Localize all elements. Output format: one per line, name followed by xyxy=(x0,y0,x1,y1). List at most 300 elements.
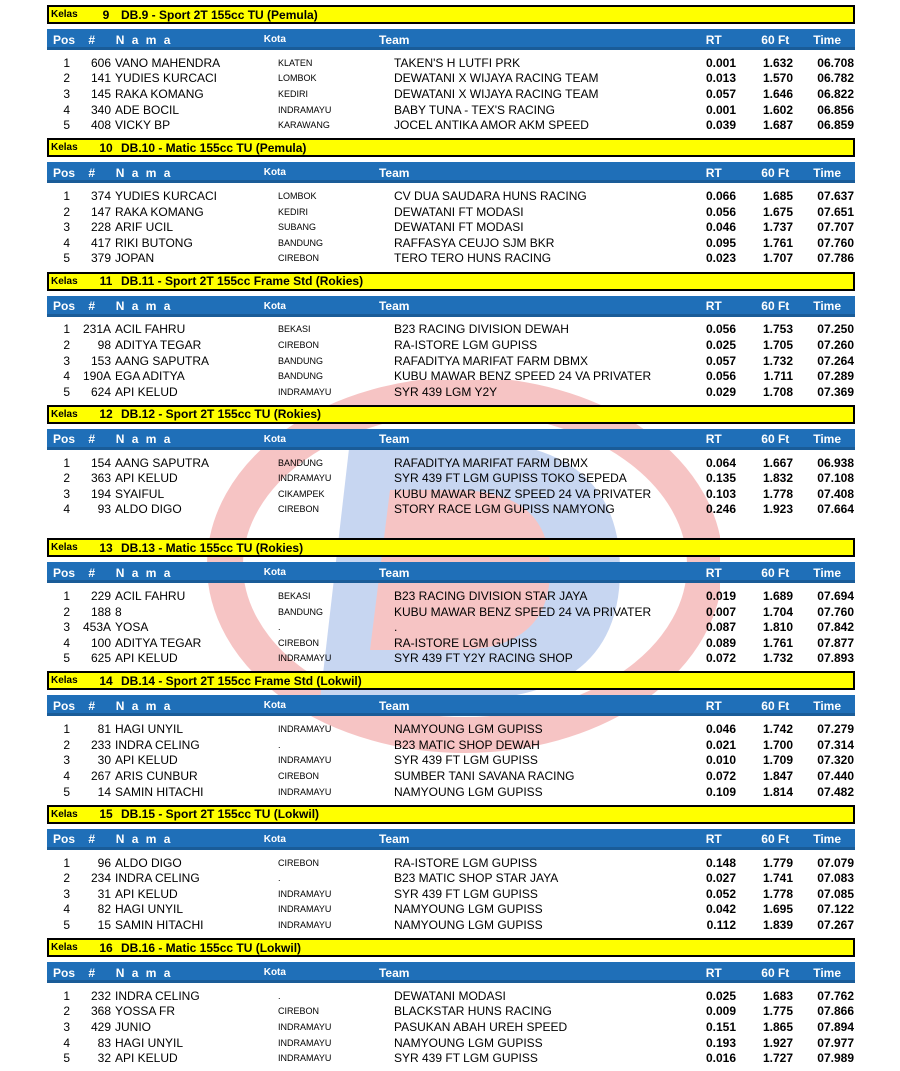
cell-team: B23 MATIC SHOP STAR JAYA xyxy=(394,871,559,886)
table-row xyxy=(47,1050,855,1066)
cell-rt: 0.246 xyxy=(705,502,736,517)
cell-no: 153 xyxy=(90,353,111,368)
cell-rt: 0.009 xyxy=(705,1004,736,1019)
table-row xyxy=(47,251,855,267)
cell-ft: 1.927 xyxy=(762,1035,793,1050)
table-row xyxy=(47,1004,855,1020)
cell-kota: INDRAMAYU xyxy=(278,1037,332,1048)
cell-ft: 1.753 xyxy=(762,322,793,337)
table-header xyxy=(47,829,855,850)
cell-team: RAFFASYA CEUJO SJM BKR xyxy=(394,235,555,250)
header-ft: 60 Ft xyxy=(761,698,790,713)
header-pos: Pos xyxy=(53,32,76,47)
cell-team: CV DUA SAUDARA HUNS RACING xyxy=(394,189,587,204)
kelas-label: Kelas xyxy=(51,942,78,954)
cell-pos: 1 xyxy=(63,455,70,470)
cell-time: 07.260 xyxy=(817,337,854,352)
cell-rt: 0.007 xyxy=(705,604,736,619)
cell-time: 07.664 xyxy=(817,502,854,517)
cell-pos: 2 xyxy=(63,471,70,486)
table-row xyxy=(47,619,855,635)
cell-rt: 0.039 xyxy=(705,118,736,133)
cell-team: RA-ISTORE LGM GUPISS xyxy=(394,635,538,650)
cell-no: 83 xyxy=(97,1035,111,1050)
cell-team: KUBU MAWAR BENZ SPEED 24 VA PRIVATER xyxy=(394,486,652,501)
cell-name: SAMIN HITACHI xyxy=(115,784,204,799)
table-row xyxy=(47,635,855,651)
cell-no: 429 xyxy=(90,1020,111,1035)
cell-kota: INDRAMAYU xyxy=(278,919,332,930)
cell-pos: 4 xyxy=(63,235,70,250)
cell-no: 30 xyxy=(97,753,111,768)
cell-kota: CIKAMPEK xyxy=(278,488,325,499)
cell-ft: 1.695 xyxy=(762,902,793,917)
cell-ft: 1.704 xyxy=(762,604,793,619)
header-kota: Kota xyxy=(263,34,286,45)
cell-kota: BEKASI xyxy=(278,590,311,601)
header-name: N a m a xyxy=(115,299,173,314)
cell-ft: 1.778 xyxy=(762,886,793,901)
cell-pos: 3 xyxy=(63,220,70,235)
header-name: N a m a xyxy=(115,32,173,47)
cell-ft: 1.602 xyxy=(762,102,793,117)
cell-pos: 1 xyxy=(63,55,70,70)
cell-rt: 0.135 xyxy=(705,471,736,486)
cell-team: NAMYOUNG LGM GUPISS xyxy=(394,1035,543,1050)
header-ft: 60 Ft xyxy=(761,165,790,180)
cell-name: YOSSA FR xyxy=(115,1004,176,1019)
header-rt: RT xyxy=(705,432,722,447)
cell-no: 82 xyxy=(97,902,111,917)
class-block xyxy=(47,5,855,138)
table-row xyxy=(47,117,855,133)
header-rt: RT xyxy=(705,698,722,713)
cell-ft: 1.700 xyxy=(762,737,793,752)
header-time: Time xyxy=(813,32,842,47)
cell-ft: 1.741 xyxy=(762,871,793,886)
class-name: DB.10 - Matic 155cc TU (Pemula) xyxy=(121,140,307,155)
cell-rt: 0.148 xyxy=(705,855,736,870)
class-title-bar xyxy=(47,538,855,557)
cell-kota: BEKASI xyxy=(278,324,311,335)
table-row xyxy=(47,102,855,118)
cell-no: 374 xyxy=(90,189,111,204)
cell-ft: 1.667 xyxy=(762,455,793,470)
cell-no: 368 xyxy=(90,1004,111,1019)
cell-time: 07.267 xyxy=(817,917,854,932)
table-row xyxy=(47,455,855,471)
cell-kota: BANDUNG xyxy=(278,457,324,468)
cell-time: 06.938 xyxy=(817,455,854,470)
cell-time: 07.085 xyxy=(817,886,854,901)
cell-name: ADITYA TEGAR xyxy=(115,337,202,352)
header-rt: RT xyxy=(705,299,722,314)
cell-ft: 1.689 xyxy=(762,588,793,603)
cell-kota: KEDIRI xyxy=(278,88,309,99)
cell-team: . xyxy=(394,620,398,635)
cell-team: RA-ISTORE LGM GUPISS xyxy=(394,855,538,870)
header-no: # xyxy=(88,299,96,314)
cell-time: 07.122 xyxy=(817,902,854,917)
cell-no: 194 xyxy=(90,486,111,501)
header-kota: Kota xyxy=(263,567,286,579)
cell-rt: 0.095 xyxy=(705,235,736,250)
table-row xyxy=(47,784,855,800)
table-row xyxy=(47,486,855,502)
cell-time: 07.320 xyxy=(817,753,854,768)
class-number: 12 xyxy=(99,407,113,422)
class-name: DB.16 - Matic 155cc TU (Lokwil) xyxy=(121,940,302,955)
cell-rt: 0.057 xyxy=(705,86,736,101)
table-row xyxy=(47,204,855,220)
cell-pos: 1 xyxy=(63,588,70,603)
header-rt: RT xyxy=(705,832,722,847)
header-ft: 60 Ft xyxy=(761,565,790,580)
cell-rt: 0.103 xyxy=(705,486,736,501)
table-header xyxy=(47,695,855,716)
cell-name: JUNIO xyxy=(115,1020,151,1035)
table-header xyxy=(47,162,855,183)
cell-ft: 1.775 xyxy=(762,1004,793,1019)
class-number: 16 xyxy=(99,940,113,955)
cell-team: KUBU MAWAR BENZ SPEED 24 VA PRIVATER xyxy=(394,604,652,619)
cell-kota: CIREBON xyxy=(278,339,320,350)
cell-team: DEWATANI MODASI xyxy=(394,988,506,1003)
header-team: Team xyxy=(378,565,410,580)
cell-rt: 0.089 xyxy=(705,635,736,650)
cell-name: HAGI UNYIL xyxy=(115,722,184,737)
cell-team: TERO TERO HUNS RACING xyxy=(394,251,552,266)
cell-team: B23 RACING DIVISION STAR JAYA xyxy=(394,588,588,603)
cell-ft: 1.847 xyxy=(762,769,793,784)
cell-rt: 0.072 xyxy=(705,651,736,666)
cell-rt: 0.025 xyxy=(705,988,736,1003)
cell-kota: CIREBON xyxy=(278,253,320,264)
class-number: 9 xyxy=(102,7,110,22)
cell-no: 145 xyxy=(90,86,111,101)
cell-pos: 5 xyxy=(63,251,70,266)
class-name: DB.15 - Sport 2T 155cc TU (Lokwil) xyxy=(121,807,320,822)
table-row xyxy=(47,604,855,620)
cell-no: 408 xyxy=(90,118,111,133)
cell-kota: KEDIRI xyxy=(278,206,309,217)
cell-pos: 3 xyxy=(63,886,70,901)
cell-name: VICKY BP xyxy=(115,118,171,133)
cell-no: 15 xyxy=(97,917,111,932)
class-block xyxy=(47,671,855,804)
cell-name: 8 xyxy=(115,604,122,619)
class-name: DB.12 - Sport 2T 155cc TU (Rokies) xyxy=(121,407,322,422)
cell-ft: 1.683 xyxy=(762,988,793,1003)
header-name: N a m a xyxy=(115,832,173,847)
cell-rt: 0.013 xyxy=(705,71,736,86)
class-name: DB.11 - Sport 2T 155cc Frame Std (Rokies) xyxy=(121,274,364,289)
cell-time: 07.694 xyxy=(817,588,854,603)
table-row xyxy=(47,502,855,518)
cell-team: DEWATANI X WIJAYA RACING TEAM xyxy=(394,71,599,86)
cell-rt: 0.027 xyxy=(705,871,736,886)
table-row xyxy=(47,368,855,384)
table-row xyxy=(47,588,855,604)
cell-kota: INDRAMAYU xyxy=(278,888,332,899)
cell-kota: . xyxy=(278,873,281,884)
header-no: # xyxy=(88,698,96,713)
cell-time: 07.762 xyxy=(817,988,854,1003)
header-name: N a m a xyxy=(115,698,173,713)
header-time: Time xyxy=(813,432,842,447)
cell-name: VANO MAHENDRA xyxy=(115,55,221,70)
header-no: # xyxy=(88,965,96,980)
cell-pos: 2 xyxy=(63,337,70,352)
results-sheet xyxy=(47,5,855,1071)
cell-name: YUDIES KURCACI xyxy=(115,71,218,86)
header-rt: RT xyxy=(705,965,722,980)
cell-no: 233 xyxy=(90,737,111,752)
cell-team: SYR 439 FT LGM GUPISS xyxy=(394,1051,538,1066)
cell-ft: 1.737 xyxy=(762,220,793,235)
cell-team: SYR 439 FT LGM GUPISS xyxy=(394,753,538,768)
cell-kota: INDRAMAYU xyxy=(278,386,332,397)
cell-team: SYR 439 FT LGM GUPISS TOKO SEPEDA xyxy=(394,471,627,486)
cell-name: API KELUD xyxy=(115,384,178,399)
cell-rt: 0.046 xyxy=(705,220,736,235)
cell-no: 93 xyxy=(97,502,111,517)
header-pos: Pos xyxy=(53,299,76,314)
class-title-bar xyxy=(47,405,855,424)
cell-no: 231A xyxy=(82,322,111,337)
cell-pos: 1 xyxy=(63,322,70,337)
table-row xyxy=(47,721,855,737)
cell-kota: . xyxy=(278,622,281,633)
cell-rt: 0.064 xyxy=(705,455,736,470)
table-row xyxy=(47,902,855,918)
cell-rt: 0.046 xyxy=(705,722,736,737)
header-time: Time xyxy=(813,965,842,980)
class-number: 13 xyxy=(99,540,113,555)
cell-ft: 1.675 xyxy=(762,204,793,219)
cell-name: ARIF UCIL xyxy=(115,220,174,235)
header-time: Time xyxy=(813,832,842,847)
class-block xyxy=(47,405,855,538)
cell-kota: INDRAMAYU xyxy=(278,786,332,797)
cell-ft: 1.732 xyxy=(762,651,793,666)
cell-no: 234 xyxy=(90,871,111,886)
cell-name: API KELUD xyxy=(115,886,178,901)
cell-name: INDRA CELING xyxy=(115,988,200,1003)
cell-time: 06.708 xyxy=(817,55,854,70)
class-block xyxy=(47,138,855,271)
class-number: 10 xyxy=(99,140,113,155)
cell-pos: 1 xyxy=(63,988,70,1003)
cell-no: 624 xyxy=(90,384,111,399)
cell-no: 267 xyxy=(90,769,111,784)
table-row xyxy=(47,768,855,784)
cell-pos: 5 xyxy=(63,1051,70,1066)
cell-no: 81 xyxy=(97,722,111,737)
cell-team: KUBU MAWAR BENZ SPEED 24 VA PRIVATER xyxy=(394,369,652,384)
table-row xyxy=(47,235,855,251)
header-pos: Pos xyxy=(53,832,76,847)
cell-name: ALDO DIGO xyxy=(115,502,182,517)
table-row xyxy=(47,353,855,369)
table-row xyxy=(47,988,855,1004)
cell-time: 07.289 xyxy=(817,369,854,384)
table-row xyxy=(47,470,855,486)
cell-ft: 1.707 xyxy=(762,251,793,266)
header-rt: RT xyxy=(705,165,722,180)
header-name: N a m a xyxy=(115,965,173,980)
header-ft: 60 Ft xyxy=(761,965,790,980)
cell-rt: 0.052 xyxy=(705,886,736,901)
cell-name: ARIS CUNBUR xyxy=(115,769,198,784)
cell-name: EGA ADITYA xyxy=(115,369,185,384)
header-name: N a m a xyxy=(115,165,173,180)
cell-name: INDRA CELING xyxy=(115,871,200,886)
cell-no: 606 xyxy=(90,55,111,70)
cell-pos: 3 xyxy=(63,620,70,635)
cell-rt: 0.056 xyxy=(705,322,736,337)
header-no: # xyxy=(88,565,96,580)
cell-pos: 2 xyxy=(63,71,70,86)
cell-pos: 5 xyxy=(63,917,70,932)
class-block xyxy=(47,805,855,938)
cell-no: 14 xyxy=(97,784,111,799)
table-header xyxy=(47,962,855,983)
header-team: Team xyxy=(378,965,410,980)
cell-pos: 1 xyxy=(63,855,70,870)
header-time: Time xyxy=(813,299,842,314)
cell-no: 188 xyxy=(90,604,111,619)
cell-rt: 0.016 xyxy=(705,1051,736,1066)
table-row xyxy=(47,870,855,886)
cell-time: 07.250 xyxy=(817,322,854,337)
cell-time: 07.707 xyxy=(817,220,854,235)
cell-time: 07.637 xyxy=(817,189,854,204)
cell-time: 06.782 xyxy=(817,71,854,86)
header-name: N a m a xyxy=(115,565,173,580)
cell-time: 07.314 xyxy=(817,737,854,752)
cell-kota: INDRAMAYU xyxy=(278,755,332,766)
table-row xyxy=(47,86,855,102)
cell-team: TAKEN'S H LUTFI PRK xyxy=(394,55,521,70)
cell-rt: 0.029 xyxy=(705,384,736,399)
cell-team: NAMYOUNG LGM GUPISS xyxy=(394,917,543,932)
header-rt: RT xyxy=(705,565,722,580)
cell-name: AANG SAPUTRA xyxy=(115,455,210,470)
header-team: Team xyxy=(378,698,410,713)
cell-rt: 0.056 xyxy=(705,204,736,219)
cell-rt: 0.023 xyxy=(705,251,736,266)
cell-kota: LOMBOK xyxy=(278,191,317,202)
kelas-label: Kelas xyxy=(51,808,78,820)
kelas-label: Kelas xyxy=(51,9,78,20)
cell-ft: 1.778 xyxy=(762,486,793,501)
cell-kota: BANDUNG xyxy=(278,355,324,366)
class-name: DB.14 - Sport 2T 155cc Frame Std (Lokwil) xyxy=(121,673,362,688)
header-pos: Pos xyxy=(53,565,76,580)
header-ft: 60 Ft xyxy=(761,832,790,847)
class-title-bar xyxy=(47,938,855,957)
header-pos: Pos xyxy=(53,965,76,980)
cell-pos: 2 xyxy=(63,737,70,752)
header-kota: Kota xyxy=(263,967,286,979)
header-kota: Kota xyxy=(263,300,286,312)
cell-kota: CIREBON xyxy=(278,637,320,648)
table-row xyxy=(47,737,855,753)
header-team: Team xyxy=(378,299,410,314)
class-name: DB.9 - Sport 2T 155cc TU (Pemula) xyxy=(121,7,318,22)
cell-pos: 5 xyxy=(63,384,70,399)
class-name: DB.13 - Matic 155cc TU (Rokies) xyxy=(121,540,304,555)
cell-no: 232 xyxy=(90,988,111,1003)
cell-name: ADITYA TEGAR xyxy=(115,635,202,650)
cell-team: DEWATANI FT MODASI xyxy=(394,220,524,235)
class-number: 11 xyxy=(99,274,113,289)
cell-ft: 1.839 xyxy=(762,917,793,932)
table-row xyxy=(47,1035,855,1051)
header-pos: Pos xyxy=(53,432,76,447)
cell-team: SYR 439 FT LGM GUPISS xyxy=(394,886,538,901)
cell-time: 07.651 xyxy=(817,204,854,219)
cell-pos: 3 xyxy=(63,1020,70,1035)
cell-time: 07.760 xyxy=(817,604,854,619)
cell-team: NAMYOUNG LGM GUPISS xyxy=(394,722,543,737)
cell-time: 07.786 xyxy=(817,251,854,266)
cell-name: AANG SAPUTRA xyxy=(115,353,210,368)
cell-ft: 1.632 xyxy=(762,55,793,70)
kelas-label: Kelas xyxy=(51,275,78,287)
cell-pos: 4 xyxy=(63,635,70,650)
cell-pos: 4 xyxy=(63,1035,70,1050)
cell-kota: INDRAMAYU xyxy=(278,1022,332,1033)
class-title-bar xyxy=(47,138,855,157)
class-number: 14 xyxy=(99,673,113,688)
cell-kota: KLATEN xyxy=(278,57,313,68)
cell-kota: INDRAMAYU xyxy=(278,904,332,915)
cell-team: NAMYOUNG LGM GUPISS xyxy=(394,902,543,917)
table-header xyxy=(47,296,855,317)
cell-ft: 1.761 xyxy=(762,235,793,250)
cell-rt: 0.151 xyxy=(705,1020,736,1035)
cell-time: 06.859 xyxy=(817,118,854,133)
class-block xyxy=(47,538,855,671)
header-pos: Pos xyxy=(53,165,76,180)
cell-name: YOSA xyxy=(115,620,149,635)
cell-team: BLACKSTAR HUNS RACING xyxy=(394,1004,552,1019)
cell-rt: 0.010 xyxy=(705,753,736,768)
cell-name: RIKI BUTONG xyxy=(115,235,193,250)
cell-ft: 1.865 xyxy=(762,1020,793,1035)
header-team: Team xyxy=(378,32,410,47)
cell-ft: 1.705 xyxy=(762,337,793,352)
cell-time: 07.977 xyxy=(817,1035,854,1050)
header-no: # xyxy=(88,432,96,447)
cell-ft: 1.732 xyxy=(762,353,793,368)
cell-pos: 3 xyxy=(63,86,70,101)
header-time: Time xyxy=(813,565,842,580)
class-title-bar xyxy=(47,5,855,24)
cell-rt: 0.042 xyxy=(705,902,736,917)
cell-pos: 3 xyxy=(63,486,70,501)
cell-pos: 4 xyxy=(63,769,70,784)
header-rt: RT xyxy=(705,32,722,47)
cell-team: RAFADITYA MARIFAT FARM DBMX xyxy=(394,455,589,470)
cell-name: ACIL FAHRU xyxy=(115,588,186,603)
cell-rt: 0.112 xyxy=(706,917,736,932)
cell-pos: 5 xyxy=(63,784,70,799)
cell-pos: 4 xyxy=(63,902,70,917)
header-ft: 60 Ft xyxy=(761,32,790,47)
